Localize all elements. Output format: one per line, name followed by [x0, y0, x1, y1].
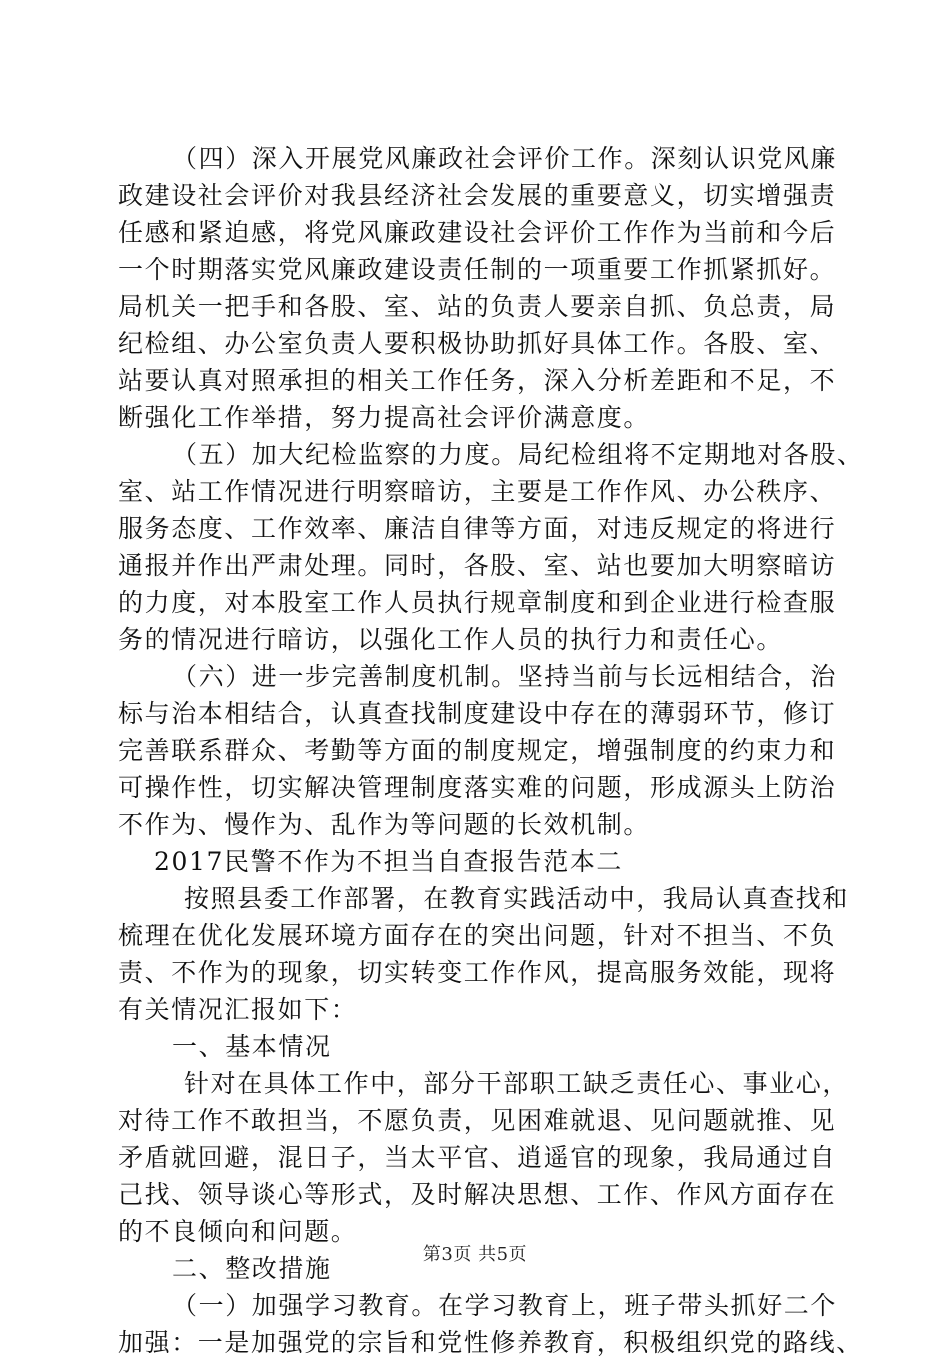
paragraph-line: 政建设社会评价对我县经济社会发展的重要意义，切实增强责	[118, 181, 837, 210]
paragraph-line: 一个时期落实党风廉政建设责任制的一项重要工作抓紧抓好。	[118, 255, 837, 284]
section-heading: 2017民警不作为不担当自查报告范本二	[154, 847, 624, 876]
paragraph-line: 的不良倾向和问题。	[118, 1217, 358, 1246]
paragraph-line: 局机关一把手和各股、室、站的负责人要亲自抓、负总责，局	[118, 292, 837, 321]
paragraph-line: （四）深入开展党风廉政社会评价工作。深刻认识党风廉	[172, 144, 838, 173]
paragraph-line: 可操作性，切实解决管理制度落实难的问题，形成源头上防治	[118, 773, 837, 802]
document-body	[118, 140, 864, 1361]
paragraph-line: （六）进一步完善制度机制。坚持当前与长远相结合，治	[172, 662, 838, 691]
paragraph-line: 按照县委工作部署，在教育实践活动中，我局认真查找和	[184, 884, 850, 913]
paragraph-line: 加强：一是加强党的宗旨和党性修养教育，积极组织党的路线、	[118, 1328, 863, 1357]
paragraph-line: 站要认真对照承担的相关工作任务，深入分析差距和不足，不	[118, 366, 837, 395]
paragraph-line: （一）加强学习教育。在学习教育上，班子带头抓好二个	[172, 1291, 838, 1320]
paragraph-line: 对待工作不敢担当，不愿负责，见困难就退、见问题就推、见	[118, 1106, 837, 1135]
paragraph-line: 梳理在优化发展环境方面存在的突出问题，针对不担当、不负	[118, 921, 837, 950]
paragraph-line: 有关情况汇报如下：	[118, 995, 358, 1024]
page-number-footer: 第3页 共5页	[422, 1244, 528, 1265]
paragraph-line: 矛盾就回避，混日子，当太平官、逍遥官的现象，我局通过自	[118, 1143, 837, 1172]
paragraph-line: 务的情况进行暗访，以强化工作人员的执行力和责任心。	[118, 625, 784, 654]
paragraph-line: 针对在具体工作中，部分干部职工缺乏责任心、事业心，	[184, 1069, 850, 1098]
paragraph-line: 己找、领导谈心等形式，及时解决思想、工作、作风方面存在	[118, 1180, 837, 1209]
paragraph-line: 的力度，对本股室工作人员执行规章制度和到企业进行检查服	[118, 588, 837, 617]
paragraph-line: 标与治本相结合，认真查找制度建设中存在的薄弱环节，修订	[118, 699, 837, 728]
paragraph-line: 服务态度、工作效率、廉洁自律等方面，对违反规定的将进行	[118, 514, 837, 543]
paragraph-line: 完善联系群众、考勤等方面的制度规定，增强制度的约束力和	[118, 736, 837, 765]
paragraph-line: 通报并作出严肃处理。同时，各股、室、站也要加大明察暗访	[118, 551, 837, 580]
paragraph-line: 室、站工作情况进行明察暗访，主要是工作作风、办公秩序、	[118, 477, 837, 506]
paragraph-line: 任感和紧迫感，将党风廉政建设社会评价工作作为当前和今后	[118, 218, 837, 247]
paragraph-line: 纪检组、办公室负责人要积极协助抓好具体工作。各股、室、	[118, 329, 837, 358]
section-heading: 一、基本情况	[172, 1032, 332, 1061]
paragraph-line: （五）加大纪检监察的力度。局纪检组将不定期地对各股、	[172, 440, 864, 469]
paragraph-line: 责、不作为的现象，切实转变工作作风，提高服务效能，现将	[118, 958, 837, 987]
section-heading: 二、整改措施	[172, 1254, 332, 1283]
paragraph-line: 不作为、慢作为、乱作为等问题的长效机制。	[118, 810, 651, 839]
paragraph-line: 断强化工作举措，努力提高社会评价满意度。	[118, 403, 651, 432]
